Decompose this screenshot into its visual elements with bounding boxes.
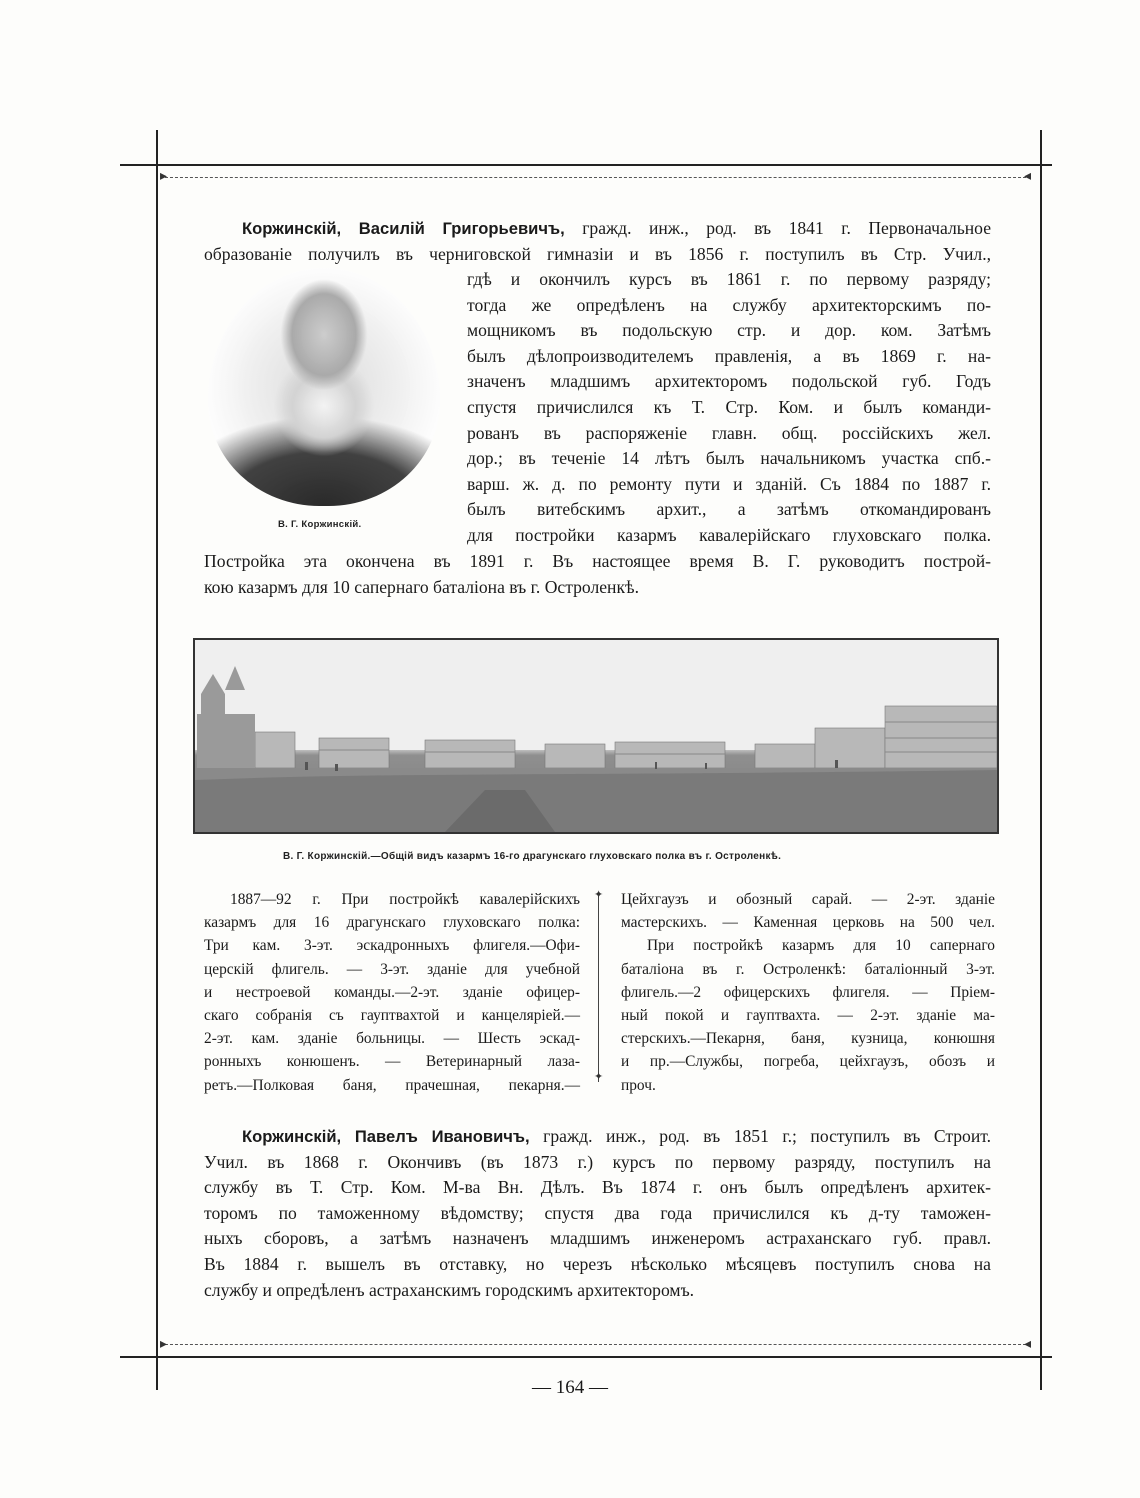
column-line: церскій флигель. — 3-эт. зданіе для учебной	[204, 960, 580, 978]
column-line: стерскихъ.—Пекарня, баня, кузница, конюшня	[621, 1030, 995, 1048]
frame-bottom-rule	[120, 1356, 1052, 1358]
article-1-line: рованъ въ распоряженіе главн. общ. россійскихъ жел.	[467, 422, 991, 443]
article-1-line: Постройка эта окончена въ 1891 г. Въ настоящее время В. Г. руководитъ построй-	[204, 551, 991, 571]
divider-ornament-icon: ✦	[594, 889, 604, 901]
column-line: казармъ для 16 драгунскаго глуховскаго полка:	[204, 914, 580, 932]
article-1-heading: Коржинскій, Василій Григорьевичъ,	[242, 219, 565, 238]
article-1-bottom	[204, 549, 991, 600]
article-1-line: значенъ младшимъ архитекторомъ подольской губ. Годъ	[467, 371, 991, 392]
column-line: и пр.—Службы, погреба, цейхгаузъ, обозъ и	[621, 1053, 995, 1071]
article-1-line: гдѣ и окончилъ курсъ въ 1861 г. по первому разряду;	[467, 269, 991, 289]
column-line: 2-эт. кам. зданіе больницы. — Шесть эскад-	[204, 1030, 580, 1048]
article-2-line: торомъ по таможенному вѣдомству; спустя два года причислился къ д-ту таможен-	[204, 1202, 991, 1223]
article-1-line: былъ витебскимъ архит., а затѣмъ откомандированъ	[467, 499, 991, 520]
panorama-caption: В. Г. Коржинскій.—Общій видъ казармъ 16-го драгунскаго глуховскаго полка въ г. Остроленкѣ.	[283, 851, 782, 862]
inner-bottom-dashed-rule	[165, 1344, 1031, 1345]
column-line: скаго собранія съ гауптвахтой и канцеляріей.—	[204, 1007, 580, 1025]
article-2-line: ныхъ сборовъ, а затѣмъ назначенъ младшимъ инженеромъ астраханскаго губ. правл.	[204, 1228, 991, 1249]
column-divider	[598, 896, 599, 1082]
column-line: ретъ.—Полковая баня, прачешная, пекарня.—	[204, 1076, 580, 1094]
portrait-caption: В. Г. Коржинскій.	[278, 519, 362, 530]
article-1-line: варш. ж. д. по ремонту пути и зданій. Съ 1884 по 1887 г.	[467, 473, 991, 494]
column-line: мастерскихъ. — Каменная церковь на 500 чел.	[621, 914, 995, 932]
frame-right-rule	[1040, 130, 1042, 1390]
article-1-line: Коржинскій, Василій Григорьевичъ, гражд. инж., род. въ 1841 г. Первоначальное	[242, 218, 991, 238]
article-2-line: службу и опредѣленъ астраханскимъ городскимъ архитекторомъ.	[204, 1279, 695, 1300]
article-2	[204, 1124, 991, 1303]
frame-left-rule	[156, 130, 158, 1390]
article-1-line: мощникомъ въ подольскую стр. и дор. ком. Затѣмъ	[467, 320, 991, 341]
column-line: флигель.—2 офицерскихъ флигеля. — Пріем-	[621, 983, 995, 1001]
article-1-wrap	[467, 267, 991, 549]
buildings-column-right	[621, 888, 995, 1097]
column-line: баталіона въ г. Остроленкѣ: баталіонный 3-эт.	[621, 960, 995, 978]
article-2-line: Въ 1884 г. вышелъ въ отставку, но черезъ нѣсколько мѣсяцевъ поступилъ снова на	[204, 1253, 991, 1274]
article-2-heading: Коржинскій, Павелъ Ивановичъ,	[242, 1127, 530, 1146]
column-line: ный покой и гауптвахта. — 2-эт. зданіе ма-	[621, 1007, 995, 1025]
article-2-line: Коржинскій, Павелъ Ивановичъ, гражд. инж., род. въ 1851 г.; поступилъ въ Строит.	[242, 1126, 992, 1146]
article-1-line: былъ дѣлопроизводителемъ правленія, а въ 1869 г. на-	[467, 345, 991, 366]
article-1-line: для постройки казармъ кавалерійскаго глуховскаго полка.	[467, 524, 991, 545]
corner-ornament-icon: ◂	[1024, 169, 1032, 184]
column-line: ронныхъ конюшенъ. — Ветеринарный лаза-	[204, 1053, 580, 1071]
portrait-photo	[208, 268, 440, 506]
corner-ornament-icon: ▸	[160, 1337, 168, 1352]
column-line: и нестроевой команды.—2-эт. зданіе офицер-	[204, 983, 580, 1001]
column-line: Цейхгаузъ и обозный сарай. — 2-эт. зданіе	[621, 891, 995, 908]
column-line: Три кам. 3-эт. эскадронныхъ флигеля.—Офи-	[204, 937, 580, 955]
divider-ornament-icon: ✦	[594, 1071, 604, 1083]
article-1-line: образованіе получилъ въ черниговской гимназіи и въ 1856 г. поступилъ въ Стр. Учил.,	[204, 243, 991, 264]
buildings-column-left	[204, 888, 580, 1097]
inner-top-dashed-rule	[165, 177, 1031, 178]
article-1-line: дор.; въ теченіе 14 лѣтъ былъ начальникомъ участка спб.-	[467, 448, 991, 469]
barracks-illustration	[195, 640, 997, 832]
article-1-line: кою казармъ для 10 сапернаго баталіона въ г. Остроленкѣ.	[204, 576, 639, 597]
article-1-line: спустя причислился къ Т. Стр. Ком. и былъ команди-	[467, 396, 991, 417]
column-line: проч.	[621, 1076, 656, 1094]
frame-top-rule	[120, 164, 1052, 166]
corner-ornament-icon: ◂	[1024, 1337, 1032, 1352]
panorama-photo	[193, 638, 999, 834]
column-line: 1887—92 г. При постройкѣ кавалерійскихъ	[230, 891, 580, 908]
corner-ornament-icon: ▸	[160, 169, 168, 184]
article-1-top	[204, 216, 991, 267]
article-2-line: службу въ Т. Стр. Ком. М-ва Вн. Дѣлъ. Въ 1874 г. онъ былъ опредѣленъ архитек-	[204, 1177, 991, 1198]
article-2-line: Учил. въ 1868 г. Окончивъ (въ 1873 г.) курсъ по первому разряду, поступилъ на	[204, 1151, 991, 1172]
page-number: — 164 —	[532, 1377, 608, 1398]
column-line: При постройкѣ казармъ для 10 сапернаго	[647, 937, 995, 955]
article-1-line: тогда же опредѣленъ на службу архитекторскимъ по-	[467, 294, 991, 315]
